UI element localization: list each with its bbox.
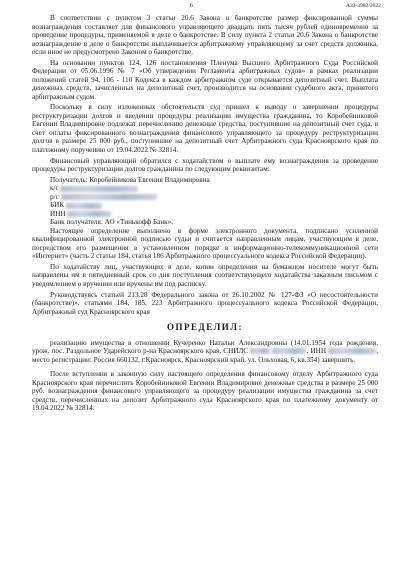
- case-number: А33-3982/2022: [346, 3, 381, 9]
- paragraph-ruling-completion: реализацию имущества в отношении Кучеренко Натальи Александровны (14.01.1954 года рождения, урож. пос. Раздольное Ударейского р-на Красноярского края, СНИЛС , ИНН , место регистрации: Россия 660132, г.Красноярск, Красноярский край, ул. Ольховая, 6, кв.354) завершить.: [32, 338, 378, 364]
- corr-account-line: [50, 184, 378, 193]
- paragraph-fee: В соответствии с пунктом 3 статьи 20.6 Закона о банкротстве размер фиксированной суммы вознаграждения составляет для финансового управляющего двадцать пять тысяч рублей единовременно за проведение процедуры, применяемой в деле о банкротстве. В силу пункта 2 статьи 20.6 Закона о банкротстве вознаграждение в деле о банкротстве выплачивается арбитражному управляющему за счет средств должника, если иное не предусмотрено Законом о банкротстве.: [32, 14, 378, 56]
- redacted-value: [250, 348, 270, 354]
- bank-line: Банк получателя: АО «Тинькофф Банк».: [50, 218, 174, 227]
- paragraph-ruling-payment: После вступления в законную силу настоящего определения финансовому отделу Арбитражного суда Красноярского края перечислить Коробейниковой Евгении Владимировне денежные средства в размере 25 000 руб. вознаграждения финансового управляющего за процедуру реализации имущества гражданина за счет средств, перечисленных на депозит Арбитражного суда Красноярского края по платежному документу от 19.04.2022 № 32814.: [32, 370, 378, 413]
- paragraph-electronic: Настоящее определение выполнено в форме электронного документа, подписано усиленной квалифицированной электронной подписью судьи и считается направленным лицам, участвующим в деле, посредством его размещения в установленном порядке в информационно-телекоммуникационной сети «Интернет» (часть 2 статьи 184, статья 186 Арбитражного процессуального кодекса Российской Федерации).: [32, 226, 378, 261]
- document-body: [32, 14, 378, 415]
- redacted-value: [66, 203, 102, 209]
- inn-label: ИНН: [50, 209, 66, 218]
- redacted-value: [328, 348, 376, 354]
- corr-account-label: к/с: [50, 184, 59, 193]
- requisites-block: [50, 176, 378, 227]
- redacted-value: [272, 348, 306, 354]
- inn-line: [50, 210, 378, 219]
- ruling-heading: ОПРЕДЕЛИЛ:: [167, 322, 243, 333]
- paragraph-paper-copy: По ходатайству лиц, участвующих в деле, копии определения на бумажном носителе могут быть направлены им в пятидневный срок со дня поступления соответствующего ходатайства заказным письмом с уведомлением о вручении или вручены им под расписку.: [32, 262, 378, 288]
- recipient-line: Получатель: Коробейникова Евгения Владимировна: [50, 175, 210, 184]
- redacted-value: [61, 194, 157, 200]
- redacted-value: [67, 211, 111, 217]
- bik-label: БИК: [50, 201, 65, 210]
- current-account-label: р/с: [50, 192, 59, 201]
- redacted-value: [60, 186, 138, 192]
- paragraph-transfer: Поскольку в силу изложенных обстоятельств суд пришел к выводу о завершении процедуры реструктуризации долгов и введении процедуры реализации имущества гражданина, то Коробейниковой Евгении Владимировне подлежат перечислению денежные средства, поступившие на депозитный счет суда, в счет оплаты фиксированного вознаграждения финансового управляющего за процедуру реструктуризации долгов в размере 25 000 руб., поступившие на депозитный счет Арбитражного суда Красноярского края по платежному поручению от 19.04.2022 № 32814.: [32, 103, 378, 154]
- paragraph-guided-by: Руководствуясь статьей 213.28 Федерального закона от 26.10.2002 № 127-ФЗ «О несостоятельности (банкротстве)», статьями 184, 185, 223 Арбитражного процессуального кодекса Российской Федерации, Арбитражный суд Красноярского края: [32, 290, 378, 316]
- paragraph-request: Финансовый управляющий обратился с ходатайством о выплате ему вознаграждения за проведение процедуры реструктуризации долгов гражданина по следующим реквизитам:: [32, 156, 378, 174]
- bik-line: [50, 201, 378, 210]
- page-number: 6: [190, 3, 193, 9]
- paragraph-deposit: На основании пунктов 124, 126 постановления Пленума Высшего Арбитражного Суда Российской Федерации от 05.06.1996 № 7 «Об утверждении Регламента арбитражных судов» в рамках реализации положений статей 94, 106 - 110 Кодекса в каждом арбитражном суде открывается депозитный счет. Выплата денежных средств, зачисленных на депозитный счет, производится на основании судебного акта, принятого арбитражным судом.: [32, 58, 378, 101]
- current-account-line: [50, 193, 378, 202]
